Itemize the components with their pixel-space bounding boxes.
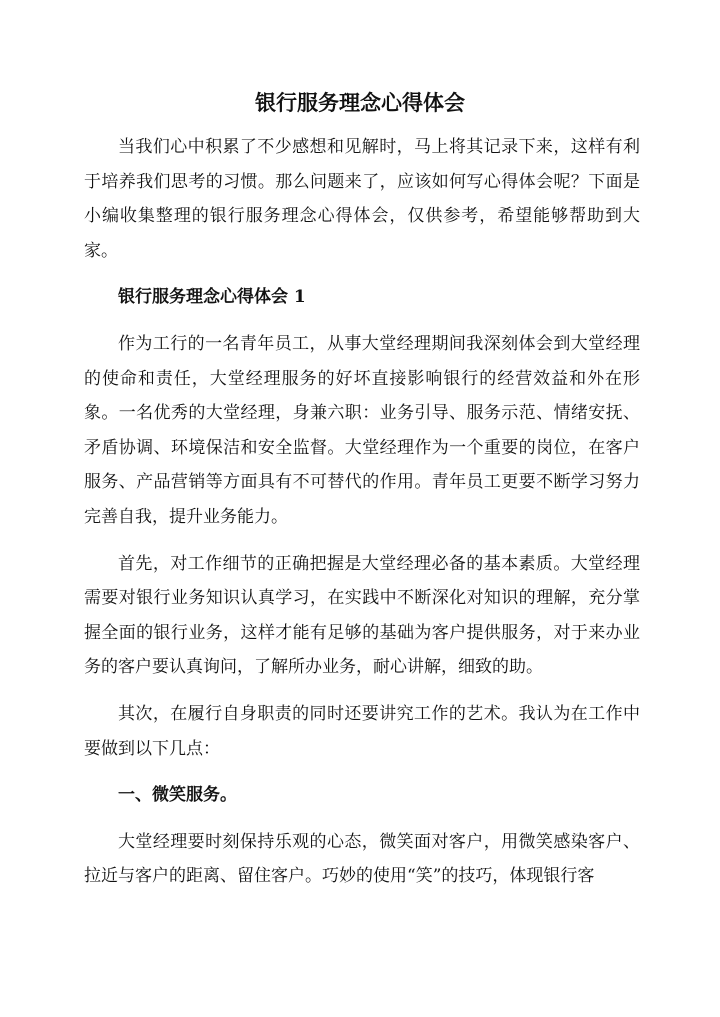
document-body xyxy=(84,130,640,906)
body-paragraph: 大堂经理要时刻保持乐观的心态，微笑面对客户，用微笑感染客户、拉近与客户的距离、留住客户。巧妙的使用“笑”的技巧，体现银行客 xyxy=(84,831,640,887)
body-paragraph: 首先，对工作细节的正确把握是大堂经理必备的基本素质。大堂经理需要对银行业务知识认真学习，在实践中不断深化对知识的理解，充分掌握全面的银行业务，这样才能有足够的基础为客户提供服务，对于来办业务的客户要认真询问，了解所办业务，耐心讲解，细致的助。 xyxy=(84,553,640,678)
subsection-heading: 一、微笑服务。 xyxy=(118,785,237,806)
document-title: 银行服务理念心得体会 xyxy=(255,90,465,115)
section-heading: 银行服务理念心得体会 1 xyxy=(118,287,306,308)
intro-paragraph: 当我们心中积累了不少感想和见解时，马上将其记录下来，这样有利于培养我们思考的习惯。那么问题来了，应该如何写心得体会呢？下面是小编收集整理的银行服务理念心得体会，仅供参考，希望能够帮助到大家。 xyxy=(84,137,640,261)
body-paragraph: 其次，在履行自身职责的同时还要讲究工作的艺术。我认为在工作中要做到以下几点： xyxy=(84,703,640,759)
body-paragraph: 作为工行的一名青年员工，从事大堂经理期间我深刻体会到大堂经理的使命和责任，大堂经理服务的好坏直接影响银行的经营效益和外在形象。一名优秀的大堂经理，身兼六职：业务引导、服务示范、情绪安抚、矛盾协调、环境保洁和安全监督。大堂经理作为一个重要的岗位，在客户服务、产品营销等方面具有不可替代的作用。青年员工更要不断学习努力完善自我，提升业务能力。 xyxy=(84,333,640,527)
